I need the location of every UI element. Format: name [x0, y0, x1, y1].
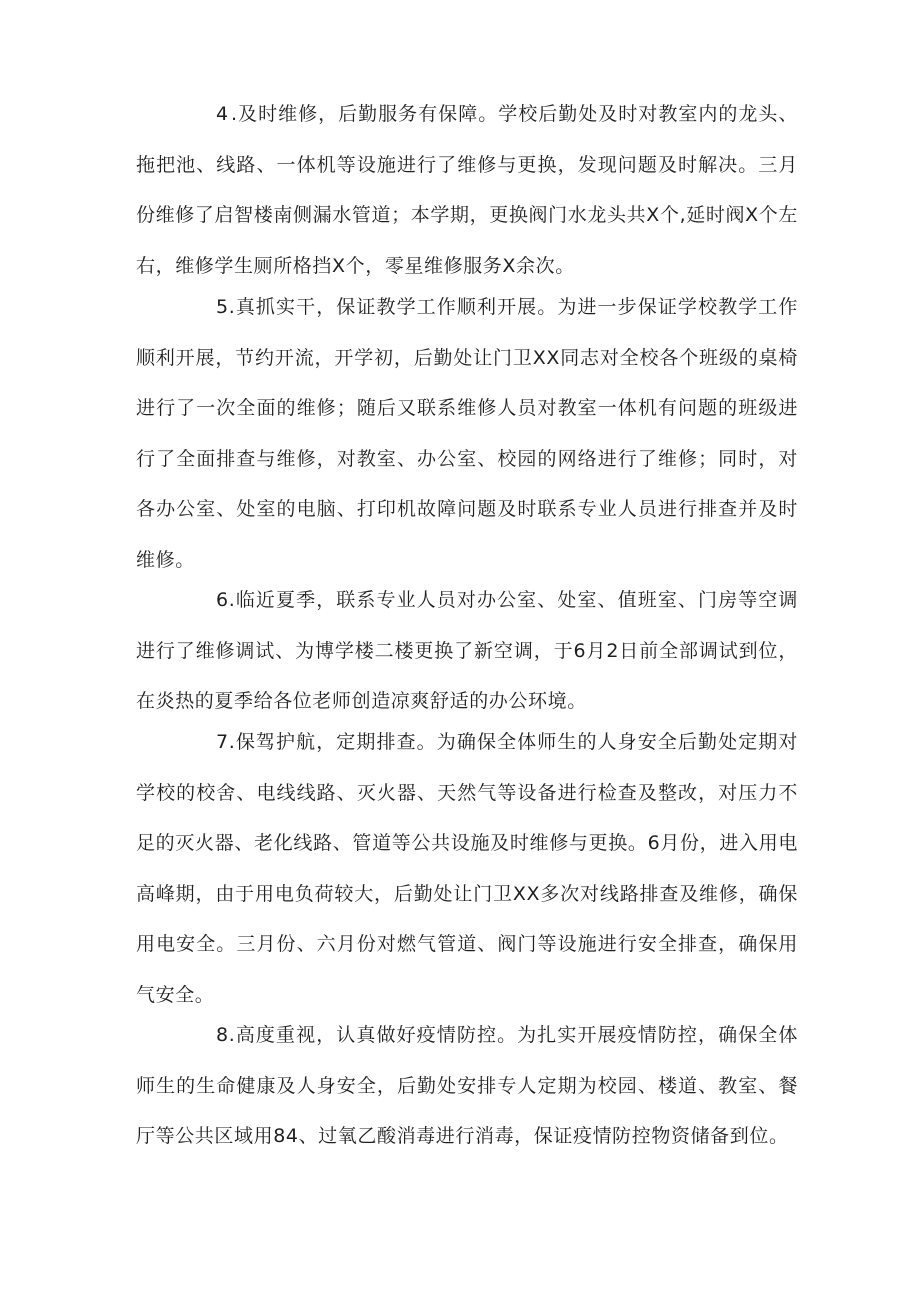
- paragraph-text: .高度重视，认真做好疫情防控。为扎实开展疫情防控，确保全体师生的生命健康及人身安全，后勤处安排专人定期为校园、楼道、教室、餐厅等公共区域用84、过氧乙酸消毒进行消毒，保证疫情防控物资储备到位。: [136, 1024, 798, 1148]
- paragraph-number: 7: [216, 731, 229, 753]
- paragraph-text: .真抓实干，保证教学工作顺利开展。为进一步保证学校教学工作顺利开展，节约开流，开学初，后勤处让门卫XX同志对全校各个班级的桌椅进行了一次全面的维修；随后又联系维修人员对教室一体机有问题的班级进行了全面排查与维修，对教室、办公室、校园的网络进行了维修；同时，对各办公室、处室的电脑、打印机故障问题及时联系专业人员进行排查并及时维修。: [136, 296, 798, 571]
- paragraph-item-8: [136, 1010, 798, 1162]
- paragraph-number: 4: [216, 103, 229, 125]
- paragraph-number: 8: [216, 1024, 229, 1046]
- paragraph-text: .保驾护航，定期排查。为确保全体师生的人身安全后勤处定期对学校的校舍、电线线路、灭火器、天然气等设备进行检查及整改，对压力不足的灭火器、老化线路、管道等公共设施及时维修与更换。6月份，进入用电高峰期，由于用电负荷较大，后勤处让门卫XX多次对线路排查及维修，确保用电安全。三月份、六月份对燃气管道、阀门等设施进行安全排查，确保用气安全。: [136, 731, 798, 1006]
- paragraph-number: 6: [216, 589, 229, 611]
- paragraph-text: .及时维修，后勤服务有保障。学校后勤处及时对教室内的龙头、拖把池、线路、一体机等设施进行了维修与更换，发现问题及时解决。三月份维修了启智楼南侧漏水管道；本学期，更换阀门水龙头共X个,延时阀X个左右，维修学生厕所格挡X个，零星维修服务X余次。: [136, 103, 798, 277]
- paragraph-item-4: [136, 89, 798, 291]
- paragraph-item-5: [136, 282, 798, 586]
- paragraph-number: 5: [216, 296, 229, 318]
- paragraph-text: .临近夏季，联系专业人员对办公室、处室、值班室、门房等空调进行了维修调试、为博学楼二楼更换了新空调，于6月2日前全部调试到位，在炎热的夏季给各位老师创造凉爽舒适的办公环境。: [136, 589, 798, 713]
- paragraph-item-7: [136, 717, 798, 1021]
- paragraph-item-6: [136, 575, 798, 727]
